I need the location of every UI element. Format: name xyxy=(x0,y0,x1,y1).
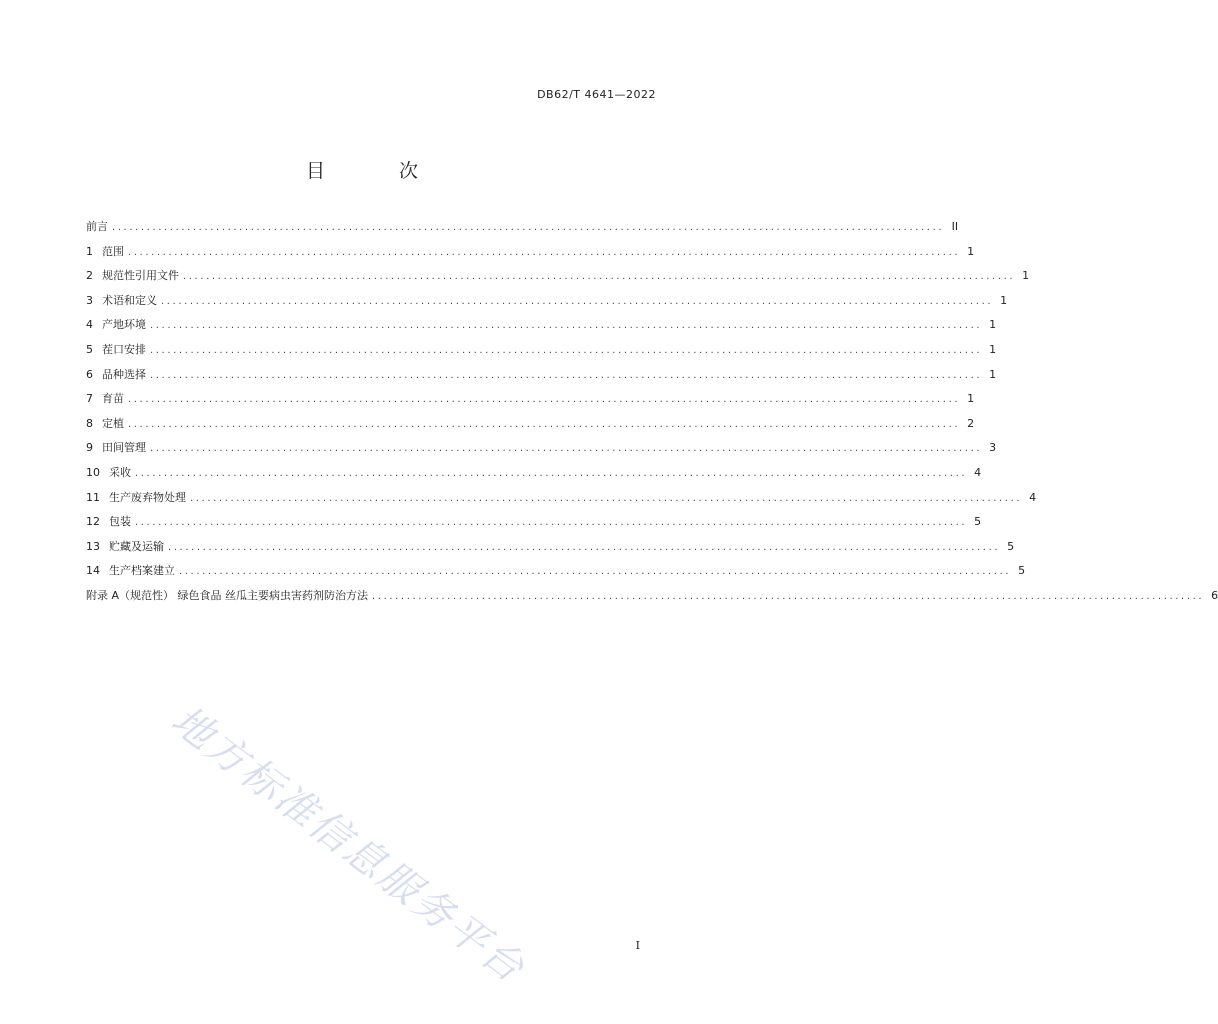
toc-label: 产地环境 xyxy=(102,318,146,332)
standard-code: DB62/T 4641—2022 xyxy=(537,88,656,101)
toc-entry[interactable] xyxy=(86,367,997,392)
toc-number: 5 xyxy=(86,342,93,356)
toc-page: 1 xyxy=(967,244,975,258)
toc-entry[interactable] xyxy=(86,490,1037,515)
toc-page: 5 xyxy=(974,515,982,529)
toc-leader-dots: ................................................................................................................................................ xyxy=(135,517,968,529)
toc-page: 5 xyxy=(1018,564,1026,578)
toc-number: 9 xyxy=(86,441,93,455)
toc-page: 6 xyxy=(1211,588,1218,602)
toc-page: 2 xyxy=(967,416,975,430)
toc-number: 6 xyxy=(86,367,93,381)
toc-number: 4 xyxy=(86,318,93,332)
toc-label: 田间管理 xyxy=(102,441,146,455)
toc-number: 7 xyxy=(86,392,93,406)
toc-entry[interactable] xyxy=(86,416,975,441)
toc-label: 生产废弃物处理 xyxy=(109,490,186,504)
toc-number: 3 xyxy=(86,293,93,307)
toc-leader-dots: ................................................................................................................................................ xyxy=(168,541,1001,553)
toc-number: 14 xyxy=(86,564,100,578)
toc-number: 13 xyxy=(86,539,100,553)
toc-page: 1 xyxy=(1000,293,1008,307)
toc-label: 范围 xyxy=(102,244,124,258)
toc-number: 12 xyxy=(86,515,100,529)
toc-number: 1 xyxy=(86,244,93,258)
toc-entry[interactable] xyxy=(86,268,1030,293)
toc-label: 前言 xyxy=(86,220,108,233)
toc-leader-dots: ................................................................................................................................................ xyxy=(128,418,961,430)
toc-leader-dots: ................................................................................................................................................ xyxy=(183,271,1016,283)
toc-leader-dots: ................................................................................................................................................ xyxy=(190,492,1023,504)
toc-leader-dots: ................................................................................................................................................ xyxy=(112,222,945,233)
toc-entry[interactable] xyxy=(86,293,1008,318)
toc-leader-dots: ................................................................................................................................................ xyxy=(150,369,983,381)
toc-label: 包装 xyxy=(109,515,131,529)
toc-entry[interactable] xyxy=(86,317,997,342)
toc-entry[interactable] xyxy=(86,440,997,465)
toc-entry[interactable] xyxy=(86,514,982,539)
toc-page: 4 xyxy=(1029,490,1037,504)
toc-leader-dots: ................................................................................................................................................ xyxy=(372,590,1205,602)
toc-page: 1 xyxy=(1022,269,1030,283)
toc-page: 4 xyxy=(974,465,982,479)
toc-entry[interactable] xyxy=(86,539,1015,564)
toc-label: 采收 xyxy=(109,465,131,479)
toc-entry[interactable] xyxy=(86,563,1026,588)
toc-page: II xyxy=(951,220,959,233)
toc-label: 茬口安排 xyxy=(102,342,146,356)
toc-page: 1 xyxy=(989,318,997,332)
toc-number: 2 xyxy=(86,269,93,283)
page-number: I xyxy=(635,939,640,952)
toc-leader-dots: ................................................................................................................................................ xyxy=(135,467,968,479)
toc-label: 贮藏及运输 xyxy=(109,539,164,553)
toc-leader-dots: ................................................................................................................................................ xyxy=(128,246,961,258)
toc-page: 1 xyxy=(989,367,997,381)
toc-leader-dots: ................................................................................................................................................ xyxy=(150,344,983,356)
toc-leader-dots: ................................................................................................................................................ xyxy=(150,443,983,455)
toc-label: 品种选择 xyxy=(102,367,146,381)
toc-label: 术语和定义 xyxy=(102,293,157,307)
toc-number: 10 xyxy=(86,465,100,479)
toc-label: 生产档案建立 xyxy=(109,564,175,578)
toc-entry[interactable] xyxy=(86,465,982,490)
toc-number: 8 xyxy=(86,416,93,430)
toc-label: 附录 A（规范性） 绿色食品 丝瓜主要病虫害药剂防治方法 xyxy=(86,588,369,602)
toc-entry-appendix[interactable] xyxy=(86,588,1218,613)
toc-entry[interactable] xyxy=(86,391,975,416)
toc-label: 规范性引用文件 xyxy=(102,269,179,283)
toc-label: 育苗 xyxy=(102,392,124,406)
watermark: 地方标准信息服务平台 xyxy=(162,697,534,993)
toc-page: 5 xyxy=(1007,539,1015,553)
toc-leader-dots: ................................................................................................................................................ xyxy=(179,566,1012,578)
toc-leader-dots: ................................................................................................................................................ xyxy=(150,320,983,332)
toc-leader-dots: ................................................................................................................................................ xyxy=(161,295,994,307)
toc-entry-foreword[interactable] xyxy=(86,219,959,244)
page-title: 目 次 xyxy=(305,160,453,182)
toc-leader-dots: ................................................................................................................................................ xyxy=(128,394,961,406)
toc-label: 定植 xyxy=(102,416,124,430)
toc-page: 3 xyxy=(989,441,997,455)
toc-page: 1 xyxy=(989,342,997,356)
toc-entry[interactable] xyxy=(86,244,975,269)
table-of-contents xyxy=(86,219,1218,613)
toc-entry[interactable] xyxy=(86,342,997,367)
toc-page: 1 xyxy=(967,392,975,406)
toc-number: 11 xyxy=(86,490,100,504)
